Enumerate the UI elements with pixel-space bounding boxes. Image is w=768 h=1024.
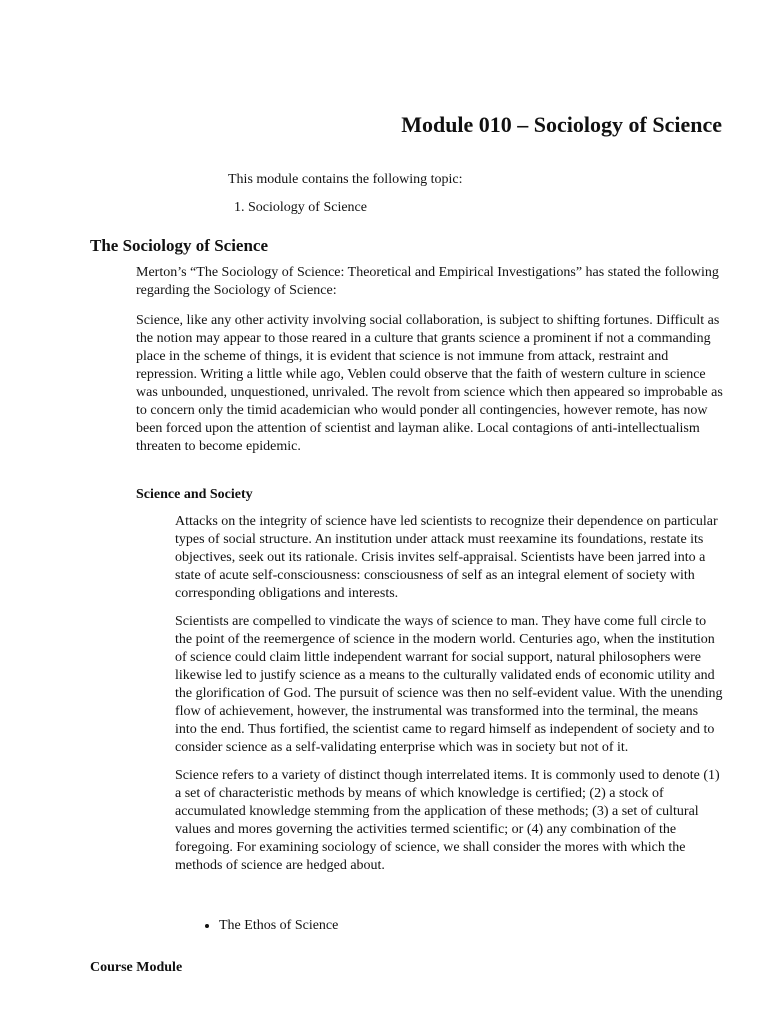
bullet-list bbox=[175, 918, 338, 934]
footer-label: Course Module bbox=[90, 960, 183, 975]
paragraph: Science, like any other activity involving social collaboration, is subject to shifting fortunes. Difficult as the notion may appear to those reared in a culture that grants science a prominent if not a commanding place in the scheme of things, it is evident that science is not immune from attack, restraint and repression. Writing a little while ago, Veblen could observe that the faith of western culture in science was unbounded, unquestioned, unrivaled. The revolt from science which then appeared so improbable as to concern only the timid academician who would ponder all contingencies, however remote, has now been forced upon the attention of scientist and layman alike. Local contagions of anti-intellectualism threaten to become epidemic. bbox=[136, 313, 723, 454]
intro-lead: This module contains the following topic: bbox=[228, 172, 463, 187]
section-body bbox=[136, 264, 724, 468]
topic-item: 1. Sociology of Science bbox=[248, 200, 462, 216]
page-title: Module 010 – Sociology of Science bbox=[401, 112, 722, 137]
module-intro bbox=[228, 172, 462, 216]
section-heading: The Sociology of Science bbox=[90, 236, 269, 255]
subsection-heading: Science and Society bbox=[136, 487, 253, 502]
subsection-body bbox=[175, 513, 723, 885]
topic-list bbox=[228, 200, 462, 216]
paragraph: Merton’s “The Sociology of Science: Theoretical and Empirical Investigations” has stated the following regarding the Sociology of Science: bbox=[136, 265, 719, 298]
paragraph: Science refers to a variety of distinct though interrelated items. It is commonly used to denote (1) a set of characteristic methods by means of which knowledge is certified; (2) a stock of accumulated knowledge stemming from the application of these methods; (3) a set of cultural values and mores governing the activities termed scientific; or (4) any combination of the foregoing. For examining sociology of science, we shall consider the mores with which the methods of science are hedged about. bbox=[175, 768, 720, 873]
bullet-item: • The Ethos of Science bbox=[219, 918, 338, 934]
paragraph: Attacks on the integrity of science have led scientists to recognize their dependence on particular types of social structure. An institution under attack must reexamine its foundations, restate its objectives, seek out its rationale. Crisis invites self-appraisal. Scientists have been jarred into a state of acute self-consciousness: consciousness of self as an integral element of society with corresponding obligations and interests. bbox=[175, 514, 718, 601]
paragraph: Scientists are compelled to vindicate the ways of science to man. They have come full circle to the point of the reemergence of science in the modern world. Centuries ago, when the institution of science could claim little independent warrant for social support, natural philosophers were likewise led to justify science as a means to the culturally validated ends of economic utility and the glorification of God. The pursuit of science was then no self-evident value. With the unending flow of achievement, however, the instrumental was transformed into the terminal, the means into the end. Thus fortified, the scientist came to regard himself as independent of society and to consider science as a self-validating enterprise which was in society but not of it. bbox=[175, 614, 723, 755]
